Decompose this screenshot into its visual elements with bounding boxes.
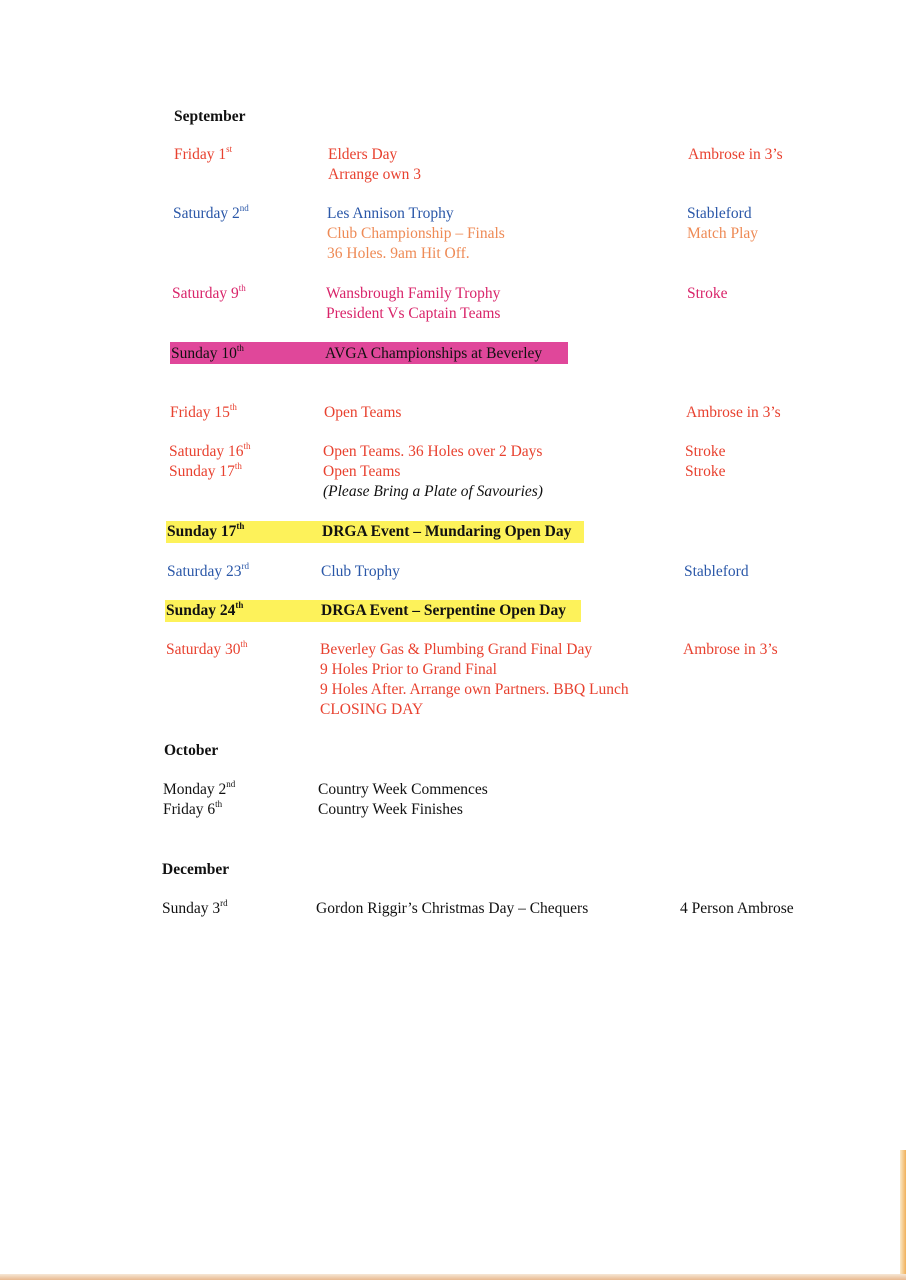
event-title: Gordon Riggir’s Christmas Day – Chequers (316, 900, 589, 917)
event-format: Ambrose in 3’s (683, 641, 778, 658)
event-title: Les Annison Trophy Club Championship – Finals 36 Holes. 9am Hit Off. (327, 205, 505, 262)
month-heading-december: December (162, 861, 230, 878)
event-format: Stableford Match Play (687, 205, 759, 242)
event-format: Stroke Stroke (685, 443, 726, 480)
event-note: (Please Bring a Plate of Savouries) (323, 483, 543, 500)
event-format: Ambrose in 3’s (688, 146, 783, 163)
event-title: DRGA Event – Serpentine Open Day (321, 602, 566, 619)
event-date: Saturday 23rd (167, 560, 249, 580)
month-heading-october: October (164, 742, 219, 759)
event-title: Open Teams (324, 404, 402, 421)
event-date: Sunday 17th (167, 520, 245, 540)
event-format: Stableford (684, 563, 749, 580)
event-date: Sunday 3rd (162, 897, 228, 917)
event-title: Open Teams. 36 Holes over 2 Days Open Teams (Please Bring a Plate of Savouries) (323, 443, 543, 500)
event-format: Ambrose in 3’s (686, 404, 781, 421)
event-date: Saturday 2nd (173, 202, 249, 222)
event-title: Wansbrough Family Trophy President Vs Captain Teams (326, 285, 501, 322)
event-date: Saturday 30th (166, 638, 248, 658)
event-title: Country Week Commences Country Week Finishes (318, 781, 488, 818)
page-edge-shadow (900, 1150, 906, 1280)
event-title: Beverley Gas & Plumbing Grand Final Day 9 Holes Prior to Grand Final 9 Holes After. Arrange own Partners. BBQ Lunch CLOSING DAY (320, 641, 629, 718)
event-format: Stroke (687, 285, 728, 302)
event-format: 4 Person Ambrose (680, 900, 794, 917)
event-title: Club Trophy (321, 563, 400, 580)
event-date: Saturday 16th Sunday 17th (169, 440, 251, 480)
event-date: Friday 1st (174, 143, 233, 163)
event-date: Sunday 24th (166, 599, 244, 619)
month-heading-september: September (174, 108, 246, 125)
event-title: DRGA Event – Mundaring Open Day (322, 523, 572, 540)
event-title: AVGA Championships at Beverley (325, 345, 543, 362)
event-date: Saturday 9th (172, 282, 246, 302)
event-date: Monday 2nd Friday 6th (163, 778, 236, 818)
event-date: Sunday 10th (171, 342, 244, 362)
event-title: Elders Day Arrange own 3 (328, 146, 421, 183)
event-date: Friday 15th (170, 401, 237, 421)
page-edge-shadow (0, 1274, 906, 1280)
